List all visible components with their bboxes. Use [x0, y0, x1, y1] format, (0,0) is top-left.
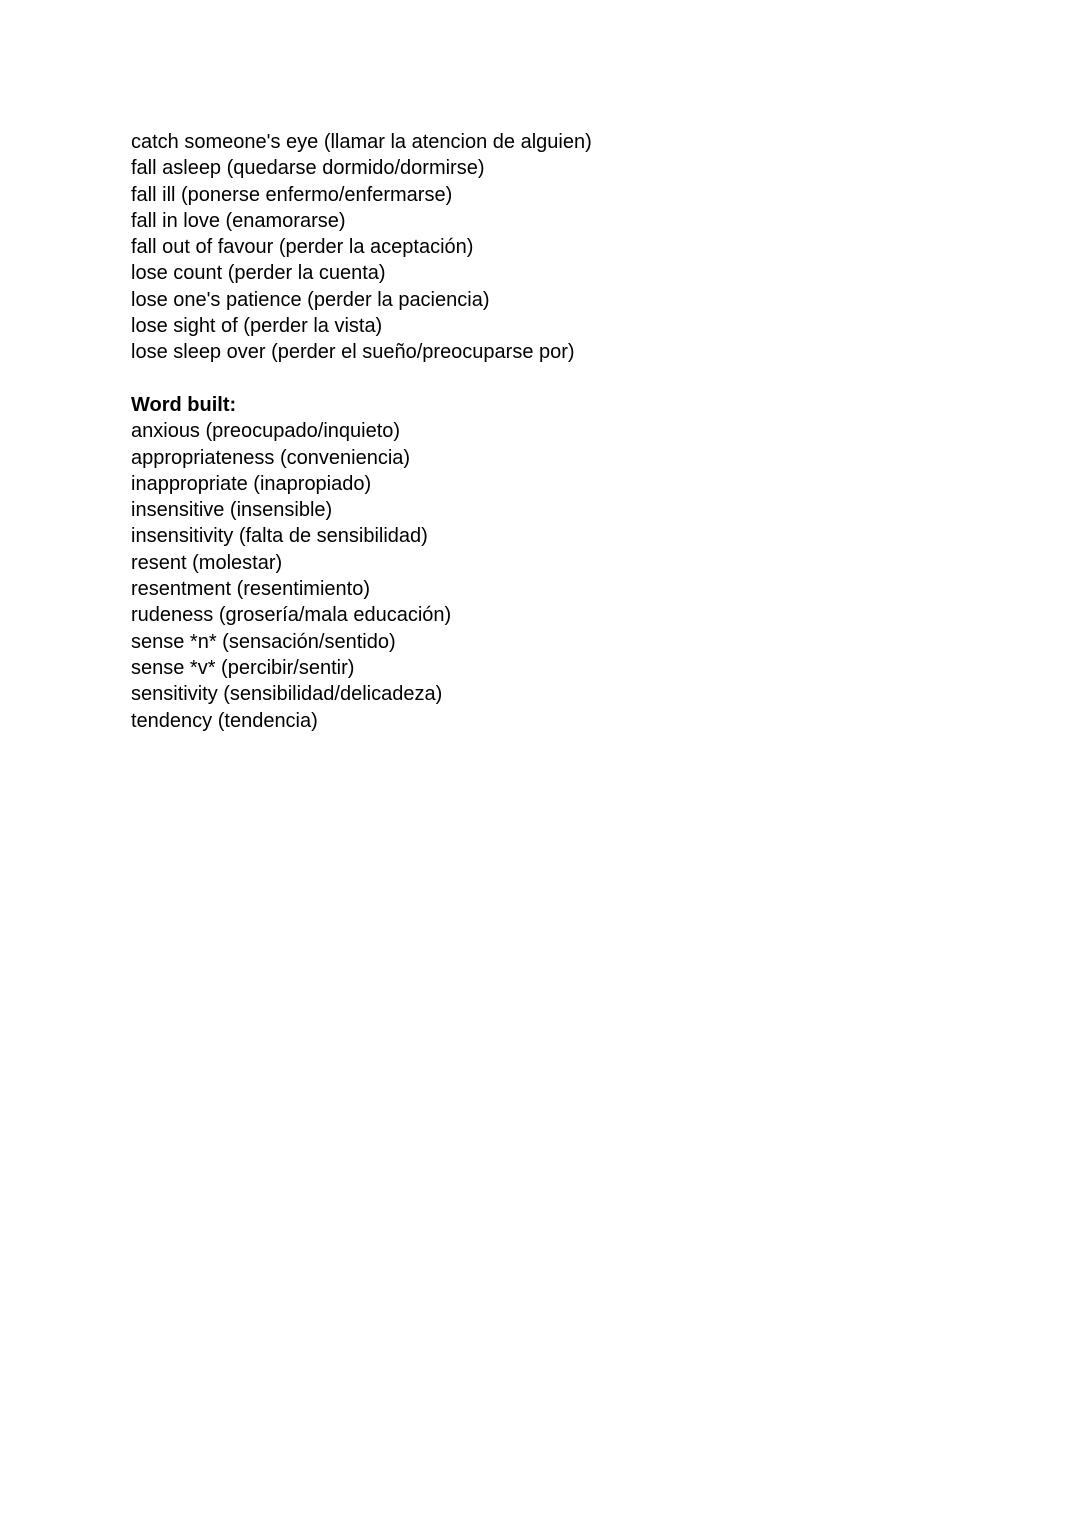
document-page [131, 129, 1011, 734]
phrase-item: fall ill (ponerse enfermo/enfermarse) [131, 183, 453, 206]
word-item: insensitive (insensible) [131, 499, 333, 522]
phrase-item: fall asleep (quedarse dormido/dormirse) [131, 157, 485, 180]
word-built-section [131, 392, 1011, 734]
word-item: rudeness (grosería/mala educación) [131, 604, 452, 627]
word-item: sense *v* (percibir/sentir) [131, 656, 355, 679]
phrase-item: lose sight of (perder la vista) [131, 315, 383, 338]
phrase-item: catch someone's eye (llamar la atencion de alguien) [131, 131, 592, 153]
phrase-item: lose count (perder la cuenta) [131, 262, 386, 285]
word-item: sense *n* (sensación/sentido) [131, 630, 396, 653]
word-item: inappropriate (inapropiado) [131, 472, 372, 495]
word-item: anxious (preocupado/inquieto) [131, 420, 401, 443]
word-item: appropriateness (conveniencia) [131, 446, 411, 469]
word-item: tendency (tendencia) [131, 709, 318, 732]
phrase-item: lose sleep over (perder el sueño/preocuparse por) [131, 341, 575, 364]
word-built-heading: Word built: [131, 393, 237, 416]
section-spacer [131, 366, 1011, 392]
phrase-item: lose one's patience (perder la paciencia) [131, 288, 490, 311]
phrase-item: fall out of favour (perder la aceptación) [131, 236, 474, 259]
word-item: sensitivity (sensibilidad/delicadeza) [131, 683, 443, 706]
phrase-item: fall in love (enamorarse) [131, 209, 346, 232]
phrases-list [131, 129, 1011, 366]
word-item: insensitivity (falta de sensibilidad) [131, 525, 428, 548]
word-item: resent (molestar) [131, 551, 283, 574]
word-item: resentment (resentimiento) [131, 578, 370, 601]
